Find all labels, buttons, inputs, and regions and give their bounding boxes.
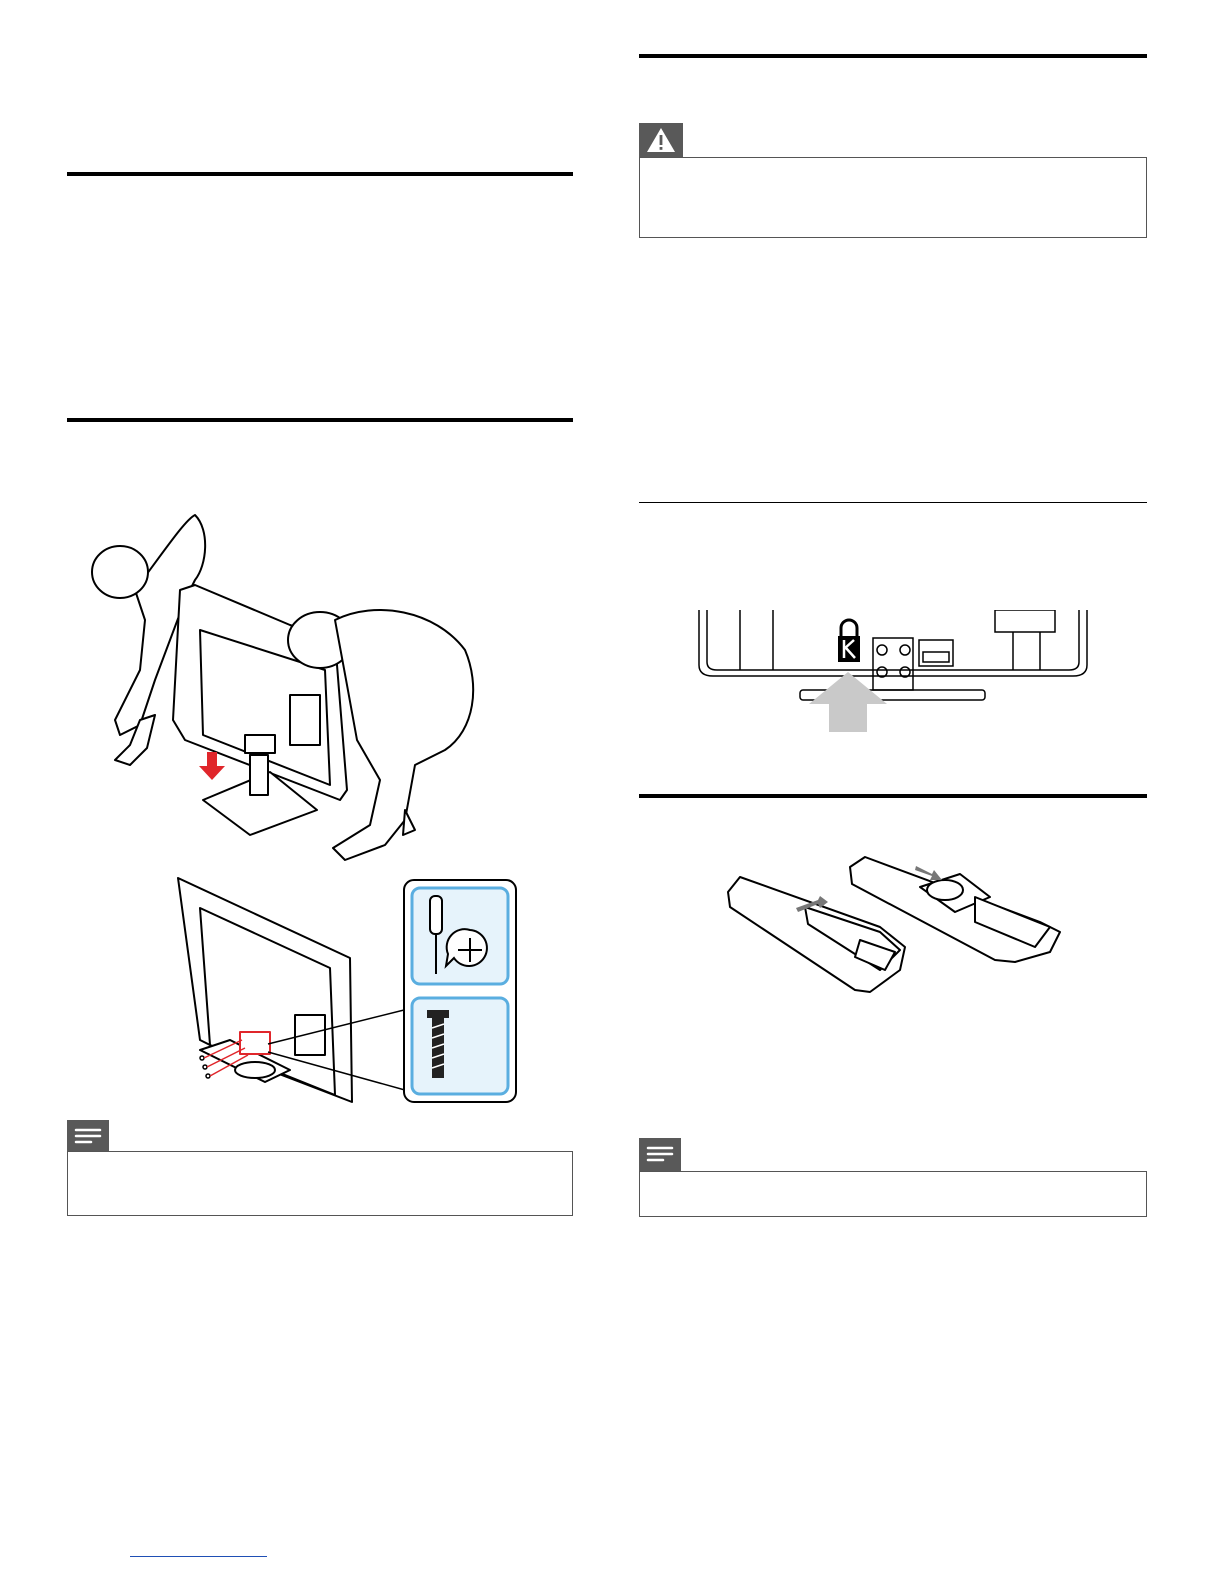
note-badge-right [639, 1138, 681, 1171]
tv-connector-block [290, 695, 320, 745]
section-rule-4 [639, 794, 1147, 798]
note-lines-icon [67, 1120, 109, 1152]
note-box-left [67, 1151, 573, 1216]
note-box-right [639, 1171, 1147, 1217]
down-arrow-icon [199, 752, 225, 780]
phillips-plus-icon [446, 929, 487, 966]
screw-callout [412, 998, 508, 1094]
subsection-rule [639, 502, 1147, 503]
note-lines-icon [639, 1138, 681, 1171]
tv-bottom-edge [699, 610, 1087, 676]
note-badge-left [67, 1120, 109, 1152]
kensington-lock-icon [838, 620, 860, 662]
person-left-head [92, 546, 148, 598]
tv-stand-mount-illustration [85, 510, 485, 880]
warning-box [639, 157, 1147, 238]
remote-battery-illustration [720, 852, 1070, 1002]
section-rule-1 [67, 172, 573, 176]
warning-badge [639, 123, 683, 157]
screwdriver-icon [430, 896, 442, 934]
kensington-lock-illustration [695, 610, 1095, 735]
tv-stand-neck [250, 755, 268, 795]
section-rule-3 [639, 54, 1147, 58]
section-rule-2 [67, 418, 573, 422]
person-right-legs [403, 810, 415, 835]
stand-screw-illustration [170, 870, 520, 1105]
warning-triangle-icon [639, 123, 683, 157]
footer-link-underline[interactable] [130, 1556, 267, 1557]
up-arrow-icon [809, 672, 887, 732]
